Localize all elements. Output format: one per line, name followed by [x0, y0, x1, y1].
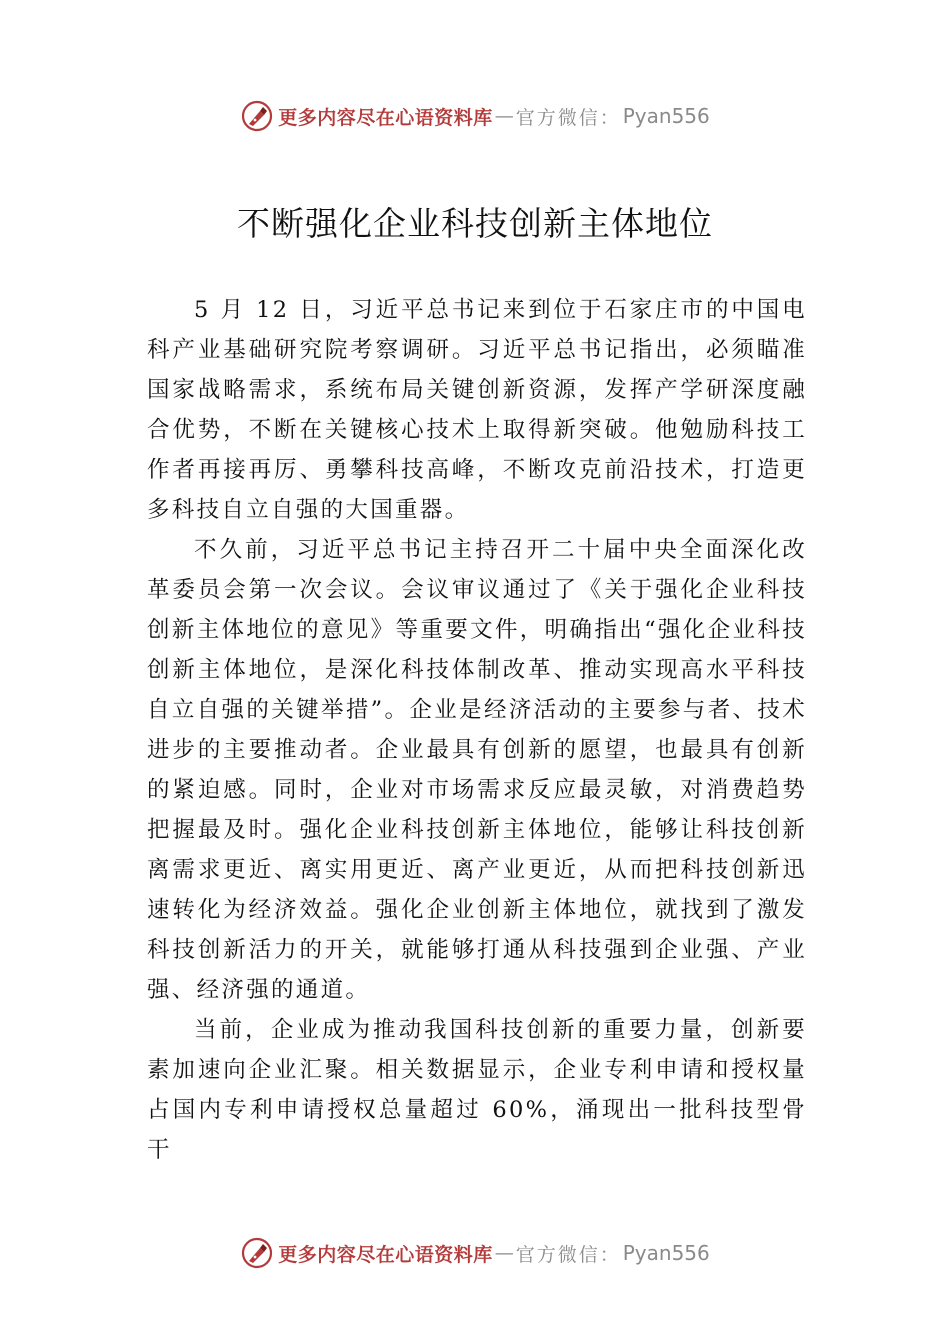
watermark-wechat-label: 官方微信： [515, 1243, 621, 1266]
watermark-wechat-id: Pyan556 [622, 1241, 710, 1265]
watermark-dash: — [494, 105, 514, 127]
document-title: 不断强化企业科技创新主体地位 [237, 204, 713, 243]
watermark-brand: 更多内容尽在心语资料库 [278, 106, 493, 129]
paragraph-3: 当前，企业成为推动我国科技创新的重要力量，创新要素加速向企业汇聚。相关数据显示，企业专利申请和授权量占国内专利申请授权总量超过 60%，涌现出一批科技型骨干 [147, 1017, 807, 1163]
paragraph-1: 5 月 12 日，习近平总书记来到位于石家庄市的中国电科产业基础研究院考察调研。习近平总书记指出，必须瞄准国家战略需求，系统布局关键创新资源，发挥产学研深度融合优势，不断在关键核心技术上取得新突破。他勉励科技工作者再接再厉、勇攀科技高峰，不断攻克前沿技术，打造更多科技自立自强的大国重器。 [147, 297, 807, 523]
watermark-brand: 更多内容尽在心语资料库 [278, 1243, 493, 1266]
document-body [147, 290, 807, 1170]
pen-nib-logo-icon [240, 1236, 274, 1270]
pen-nib-logo-icon [240, 99, 274, 133]
watermark-wechat-id: Pyan556 [622, 104, 710, 128]
paragraph-2: 不久前，习近平总书记主持召开二十届中央全面深化改革委员会第一次会议。会议审议通过了《关于强化企业科技创新主体地位的意见》等重要文件，明确指出“强化企业科技创新主体地位，是深化科技体制改革、推动实现高水平科技自立自强的关键举措”。企业是经济活动的主要参与者、技术进步的主要推动者。企业最具有创新的愿望，也最具有创新的紧迫感。同时，企业对市场需求反应最灵敏，对消费趋势把握最及时。强化企业科技创新主体地位，能够让科技创新离需求更近、离实用更近、离产业更近，从而把科技创新迅速转化为经济效益。强化企业创新主体地位，就找到了激发科技创新活力的开关，就能够打通从科技强到企业强、产业强、经济强的通道。 [147, 537, 807, 1003]
watermark-wechat-label: 官方微信： [515, 106, 621, 129]
header-watermark [0, 96, 950, 136]
footer-watermark [0, 1233, 950, 1273]
watermark-dash: — [494, 1242, 514, 1264]
